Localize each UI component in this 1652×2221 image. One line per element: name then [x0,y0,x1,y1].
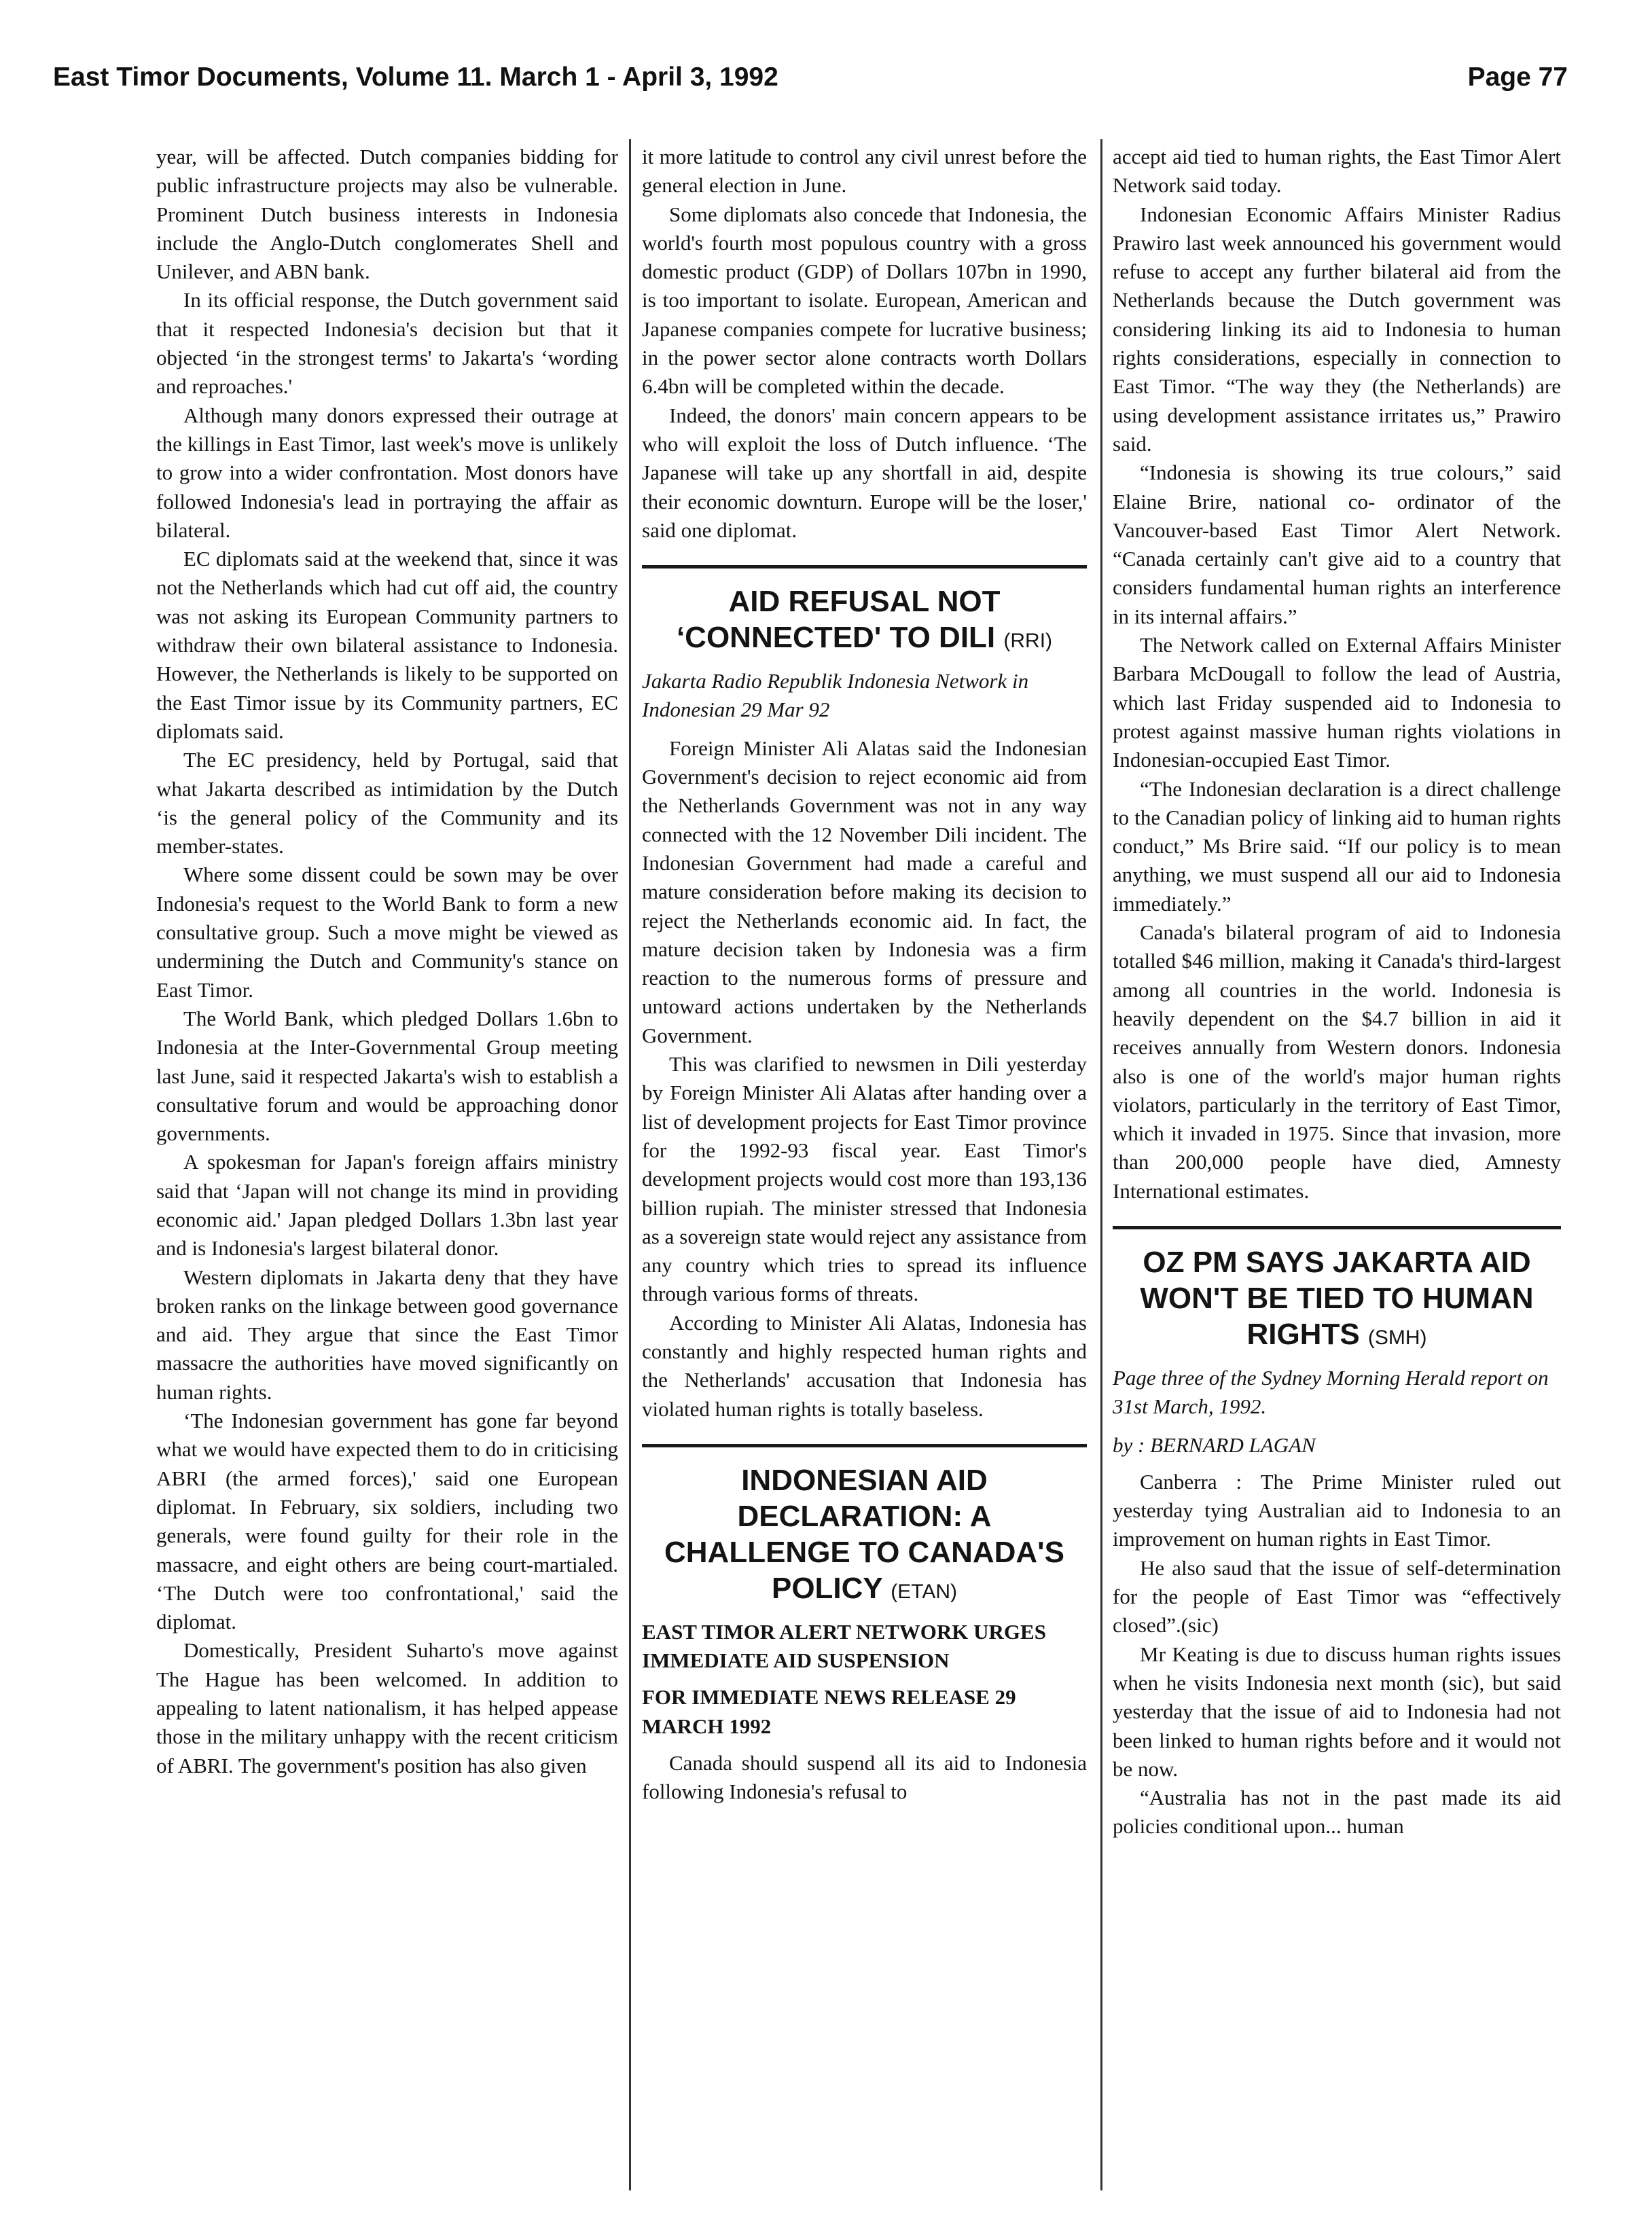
headline-source: (ETAN) [891,1580,957,1603]
article-divider [1113,1226,1561,1229]
paragraph: ‘The Indonesian government has gone far beyond what we would have expected them to do in criticising ABRI (the armed forces),' said one European diplomat. In February, six soldiers, including two generals, were found guilty for their role in the massacre, and eight others are being court-martialed. ‘The Dutch were too confrontational,' said the diplomat. [156,1409,618,1634]
paragraph: The EC presidency, held by Portugal, said that what Jakarta described as intimidation by the Dutch ‘is the general policy of the Community and its member-states. [156,748,618,859]
paragraph: Domestically, President Suharto's move against The Hague has been welcomed. In addition to appealing to latent nationalism, it has helped appease those in the military unhappy with the recent criticism of ABRI. The government's position has also given [156,1638,618,1777]
paragraph: EC diplomats said at the weekend that, since it was not the Netherlands which had cut off aid, the country was not asking its European Community partners to withdraw their own bilateral assistance to Indonesia. However, the Netherlands is likely to be supported on the East Timor issue by its Community partners, EC diplomats said. [156,547,618,743]
article-headline [1113,1244,1561,1356]
article-headline [642,583,1087,659]
column-3 [1113,143,1561,1841]
paragraph: According to Minister Ali Alatas, Indonesia has constantly and highly respected human rights and the Netherlands' accusation that Indonesia has violated human rights is totally baseless. [642,1310,1087,1421]
article-subhead: EAST TIMOR ALERT NETWORK URGES IMMEDIATE AID SUSPENSION [642,1619,1046,1673]
headline-source: (SMH) [1367,1326,1427,1349]
article-byline: Jakarta Radio Republik Indonesia Network in Indonesian 29 Mar 92 [642,669,1029,722]
article-byline: Page three of the Sydney Morning Herald report on 31st March, 1992. [1113,1365,1549,1419]
paragraph: Canada's bilateral program of aid to Indonesia totalled $46 million, making it Canada's third-largest among all countries in the world. Indonesia is heavily dependent on the $4.7 billion in aid it receives annually from Western donors. Indonesia also is one of the world's major human rights violators, particularly in the territory of East Timor, which it invaded in 1975. Since that invasion, more than 200,000 people have died, Amnesty International estimates. [1113,920,1561,1203]
paragraph: accept aid tied to human rights, the East Timor Alert Network said today. [1113,145,1561,198]
paragraph: Mr Keating is due to discuss human rights issues when he visits Indonesia next month (sic), but said yesterday that the issue of aid to Indonesia had not been linked to human rights before and it would not be now. [1113,1642,1561,1781]
page-number: Page 77 [1467,62,1568,92]
paragraph: “The Indonesian declaration is a direct challenge to the Canadian policy of linking aid to human rights conduct,” Ms Brire said. “If our policy is to mean anything, we must suspend all our aid to Indonesia immediately.” [1113,776,1561,916]
article-subhead: FOR IMMEDIATE NEWS RELEASE 29 MARCH 1992 [642,1685,1016,1738]
paragraph: Western diplomats in Jakarta deny that they have broken ranks on the linkage between good governance and aid. They argue that since the East Timor massacre the authorities have moved significantly on human rights. [156,1265,618,1404]
headline-source: (RRI) [1003,630,1053,653]
article-divider [642,565,1087,568]
paragraph: “Indonesia is showing its true colours,” said Elaine Brire, national co- ordinator of the Vancouver-based East Timor Alert Network. “Canada certainly can't give aid to a country that considers fundamental human rights an interference in its internal affairs.” [1113,461,1561,628]
paragraph: Where some dissent could be sown may be over Indonesia's request to the World Bank to form a new consultative group. Such a move might be viewed as undermining the Dutch and Community's stance on East Timor. [156,863,618,1002]
paragraph: A spokesman for Japan's foreign affairs ministry said that ‘Japan will not change its mind in providing economic aid.' Japan pledged Dollars 1.3bn last year and is Indonesia's largest bilateral donor. [156,1150,618,1261]
paragraph: Indeed, the donors' main concern appears to be who will exploit the loss of Dutch influence. ‘The Japanese will take up any shortfall in aid, despite their economic downturn. Europe will be the loser,' said one diplomat. [642,403,1087,542]
article-author: by : BERNARD LAGAN [1113,1432,1316,1457]
column-1 [156,143,618,1780]
paragraph: Indonesian Economic Affairs Minister Radius Prawiro last week announced his government would refuse to accept any further bilateral aid from the Netherlands because the Dutch government was considering linking its aid to Indonesia to human rights considerations, especially in connection to East Timor. “The way they (the Netherlands) are using development assistance irritates us,” Prawiro said. [1113,202,1561,456]
headline-text: AID REFUSAL NOT ‘CONNECTED' TO DILI [676,585,1001,655]
paragraph: This was clarified to newsmen in Dili yesterday by Foreign Minister Ali Alatas after handing over a list of development projects for East Timor province for the 1992-93 fiscal year. East Timor's development projects would cost more than 193,136 billion rupiah. The minister stressed that Indonesia as a sovereign state would reject any assistance from any country which tries to spread its influence through various forms of threats. [642,1052,1087,1306]
page-header [53,57,1568,98]
paragraph: it more latitude to control any civil unrest before the general election in June. [642,145,1087,198]
column-rule [1100,139,1102,2190]
headline-text: INDONESIAN AID DECLARATION: A CHALLENGE TO CANADA'S POLICY [664,1463,1064,1605]
article-divider [642,1444,1087,1447]
paragraph: He also saud that the issue of self-determination for the people of East Timor was “effectively closed”.(sic) [1113,1555,1561,1638]
headline-text: OZ PM SAYS JAKARTA AID WON'T BE TIED TO HUMAN RIGHTS [1140,1245,1534,1351]
paragraph: year, will be affected. Dutch companies bidding for public infrastructure projects may also be vulnerable. Prominent Dutch business interests in Indonesia include the Anglo-Dutch conglomerates Shell and Unilever, and ABN bank. [156,145,618,284]
column-rule [629,139,631,2190]
article-headline [642,1462,1087,1610]
paragraph: Some diplomats also concede that Indonesia, the world's fourth most populous country with a gross domestic product (GDP) of Dollars 107bn in 1990, is too important to isolate. European, American and Japanese companies compete for lucrative business; in the power sector alone contracts worth Dollars 6.4bn will be completed within the decade. [642,202,1087,399]
paragraph: Canberra : The Prime Minister ruled out yesterday tying Australian aid to Indonesia to an improvement on human rights in East Timor. [1113,1469,1561,1551]
publication-title: East Timor Documents, Volume 11. March 1 - April 3, 1992 [53,62,778,92]
paragraph: “Australia has not in the past made its aid policies conditional upon... human [1113,1786,1561,1839]
paragraph: Although many donors expressed their outrage at the killings in East Timor, last week's move is unlikely to grow into a wider confrontation. Most donors have followed Indonesia's lead in portraying the affair as bilateral. [156,403,618,542]
paragraph: Foreign Minister Ali Alatas said the Indonesian Government's decision to reject economic aid from the Netherlands Government was not in any way connected with the 12 November Dili incident. The Indonesian Government had made a careful and mature consideration before making its decision to reject the Netherlands economic aid. In fact, the mature decision taken by Indonesia was a firm reaction to the numerous forms of pressure and untoward actions undertaken by the Netherlands Government. [642,736,1087,1047]
column-2 [642,143,1087,1807]
paragraph: The Network called on External Affairs Minister Barbara McDougall to follow the lead of Austria, which last Friday suspended aid to Indonesia to protest against massive human rights violations in Indonesian-occupied East Timor. [1113,633,1561,772]
paragraph: In its official response, the Dutch government said that it respected Indonesia's decision but that it objected ‘in the strongest terms' to Jakarta's ‘wording and reproaches.' [156,288,618,399]
paragraph: The World Bank, which pledged Dollars 1.6bn to Indonesia at the Inter-Governmental Group meeting last June, said it respected Jakarta's wish to establish a consultative forum and would be approaching donor governments. [156,1006,618,1146]
paragraph: Canada should suspend all its aid to Indonesia following Indonesia's refusal to [642,1751,1087,1804]
